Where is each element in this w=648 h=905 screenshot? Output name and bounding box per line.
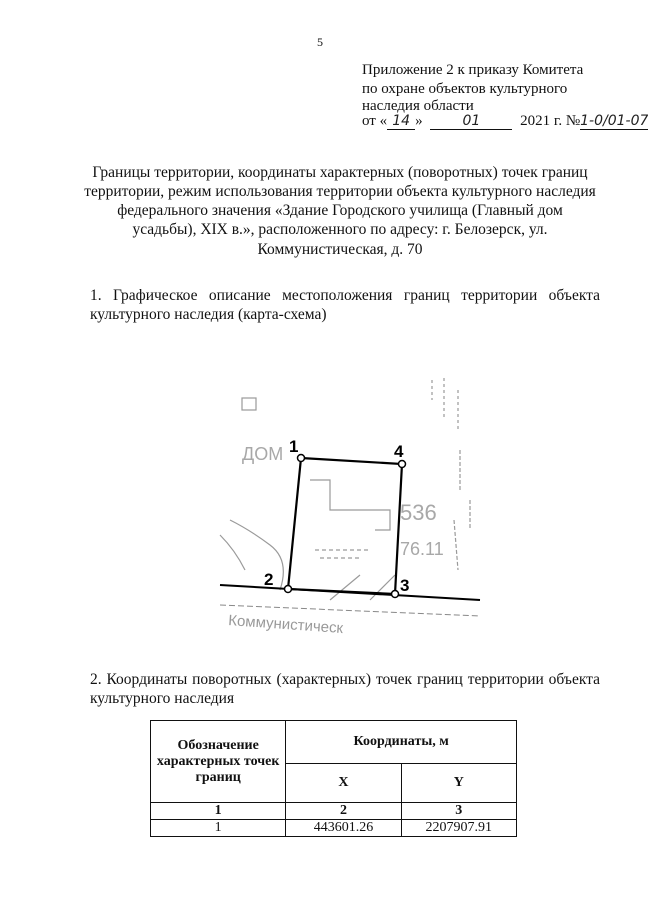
title-line-3: федерального значения «Здание Городского училища (Главный дом (117, 202, 563, 219)
col-number-3: 3 (401, 803, 516, 820)
point-label-2: 2 (264, 570, 274, 589)
appendix-line-3: наследия области (362, 98, 474, 114)
boundary-point-2 (285, 586, 292, 593)
appendix-line-1: Приложение 2 к приказу Комитета (362, 62, 584, 78)
handwritten-order-number: 1-0/01-07 (580, 113, 648, 129)
handwritten-day: 14 (387, 113, 415, 130)
coordinates-table (150, 720, 517, 837)
map-bg-text-number: 76.11 (400, 539, 444, 559)
title-line-4: усадьбы), XIX в.», расположенного по адресу: г. Белозерск, ул. (132, 221, 548, 238)
boundary-point-3 (392, 591, 399, 598)
date-prefix: от « (362, 113, 388, 129)
point-label-4: 4 (394, 442, 404, 461)
title-line-2: территории, режим использования территории объекта культурного наследия (84, 183, 596, 200)
map-background-lines (220, 378, 470, 600)
boundary-point-4 (399, 461, 406, 468)
map-bg-text-street: Коммунистическ (227, 612, 344, 638)
table-row (151, 820, 517, 837)
header-coordinates: Координаты, м (286, 721, 517, 764)
section-1-heading: 1. Графическое описание местоположения границ территории объекта культурного наследия (карта-схема) (90, 287, 600, 323)
point-label-1: 1 (289, 437, 299, 456)
row-x: 443601.26 (286, 820, 401, 837)
col-number-1: 1 (151, 803, 286, 820)
header-y: Y (401, 764, 516, 803)
point-label-3: 3 (400, 576, 410, 595)
col-number-2: 2 (286, 803, 401, 820)
page-number: 5 (317, 35, 323, 49)
map-bg-text-plot: 536 (400, 500, 437, 525)
section-2-heading: 2. Координаты поворотных (характерных) точек границ территории объекта культурного наследия (90, 671, 600, 707)
order-date-line (362, 113, 648, 130)
map-bg-text-house: ДОМ (242, 444, 284, 464)
boundary-map-scheme (220, 360, 480, 650)
title-line-1: Границы территории, координаты характерных (поворотных) точек границ (92, 164, 588, 181)
appendix-line-2: по охране объектов культурного (362, 81, 568, 97)
row-y: 2207907.91 (401, 820, 516, 837)
header-points: Обозначение характерных точек границ (151, 721, 286, 803)
year-and-number-prefix: 2021 г. № (520, 113, 581, 129)
header-x: X (286, 764, 401, 803)
row-point: 1 (151, 820, 286, 837)
territory-boundary (288, 458, 402, 594)
date-mid: » (415, 113, 423, 129)
boundary-point-1 (298, 455, 305, 462)
handwritten-month: 01 (430, 113, 512, 130)
title-line-5: Коммунистическая, д. 70 (257, 241, 423, 258)
